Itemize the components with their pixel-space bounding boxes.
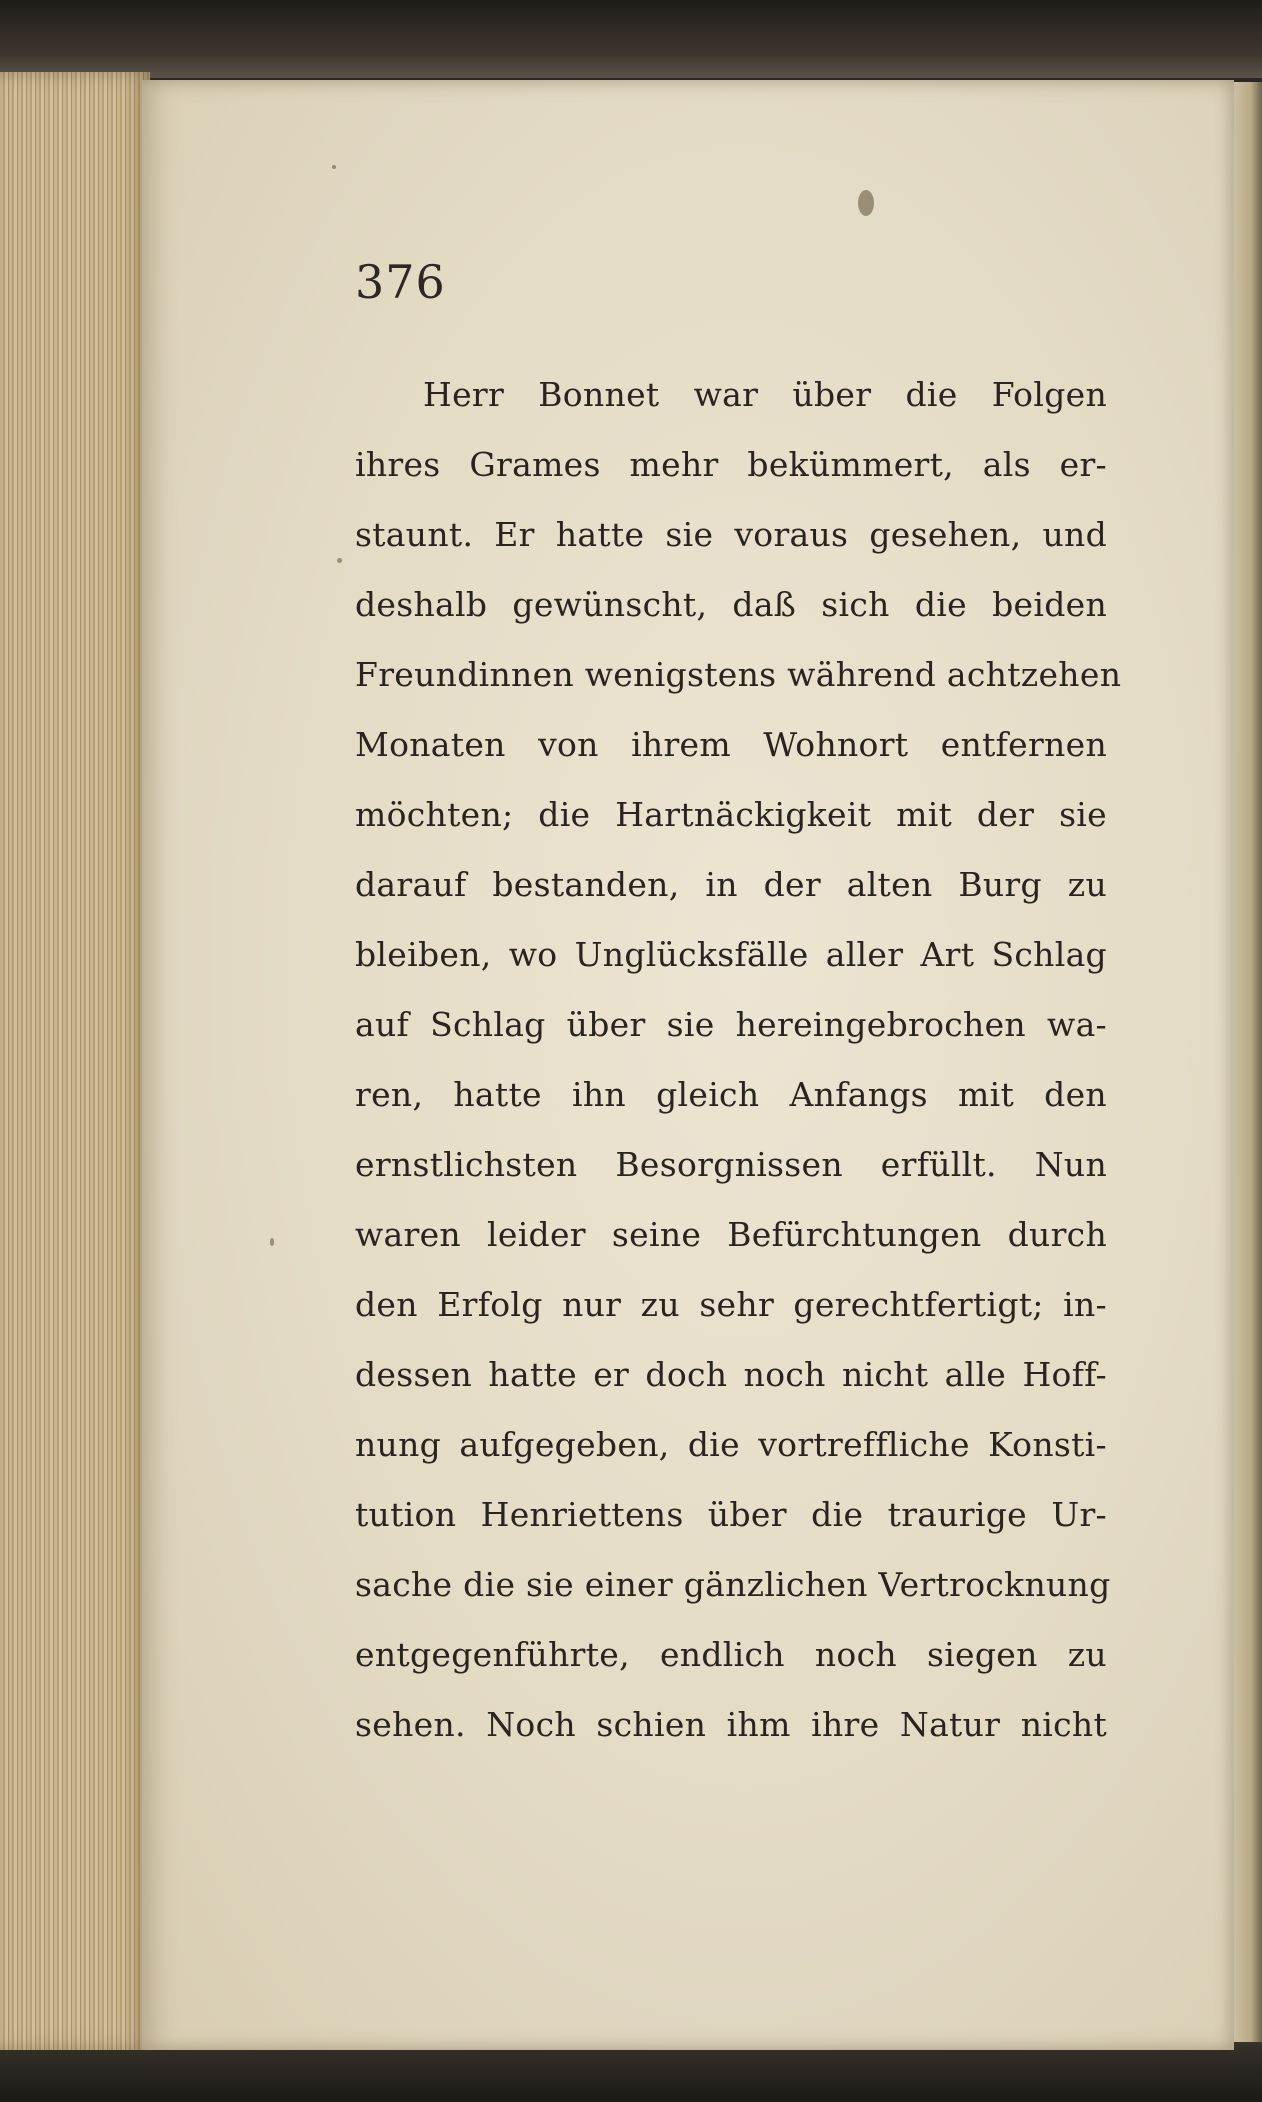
text-line: den Erfolg nur zu sehr gerechtfertigt; in- <box>355 1285 1107 1324</box>
text-line: ernstlichsten Besorgnissen erfüllt. Nun <box>355 1145 1107 1184</box>
text-line: Herr Bonnet war über die Folgen <box>423 375 1107 414</box>
book-top-edge <box>0 0 1262 78</box>
page-block-edge <box>0 72 150 2050</box>
text-line: deshalb gewünscht, daß sich die beiden <box>355 585 1107 624</box>
foxing-spot <box>332 165 336 169</box>
foxing-spot <box>858 190 874 216</box>
facing-page-edge <box>1234 82 1262 2042</box>
text-line: sehen. Noch schien ihm ihre Natur nicht <box>355 1705 1107 1744</box>
text-line: bleiben, wo Unglücksfälle aller Art Schlag <box>355 935 1107 974</box>
text-line: waren leider seine Befürchtungen durch <box>355 1215 1107 1254</box>
foxing-spot <box>337 558 342 563</box>
text-line: ren, hatte ihn gleich Anfangs mit den <box>355 1075 1107 1114</box>
text-line: darauf bestanden, in der alten Burg zu <box>355 865 1107 904</box>
text-line: sache die sie einer gänzlichen Vertrocknung <box>355 1565 1111 1604</box>
text-line: nung aufgegeben, die vortreffliche Konsti- <box>355 1425 1107 1464</box>
foxing-spot <box>270 1238 274 1246</box>
text-line: dessen hatte er doch noch nicht alle Hoff- <box>355 1355 1107 1394</box>
text-line: tution Henriettens über die traurige Ur- <box>355 1495 1107 1534</box>
text-line: ihres Grames mehr bekümmert, als er- <box>355 445 1107 484</box>
text-line: entgegenführte, endlich noch siegen zu <box>355 1635 1107 1674</box>
text-line: Freundinnen wenigstens während achtzehen <box>355 655 1122 694</box>
body-text <box>355 360 1122 1760</box>
book-bottom-edge <box>0 2044 1262 2102</box>
text-line: staunt. Er hatte sie voraus gesehen, und <box>355 515 1107 554</box>
page-number: 376 <box>355 255 446 309</box>
text-line: möchten; die Hartnäckigkeit mit der sie <box>355 795 1107 834</box>
text-line: auf Schlag über sie hereingebrochen wa- <box>355 1005 1107 1044</box>
text-line: Monaten von ihrem Wohnort entfernen <box>355 725 1107 764</box>
